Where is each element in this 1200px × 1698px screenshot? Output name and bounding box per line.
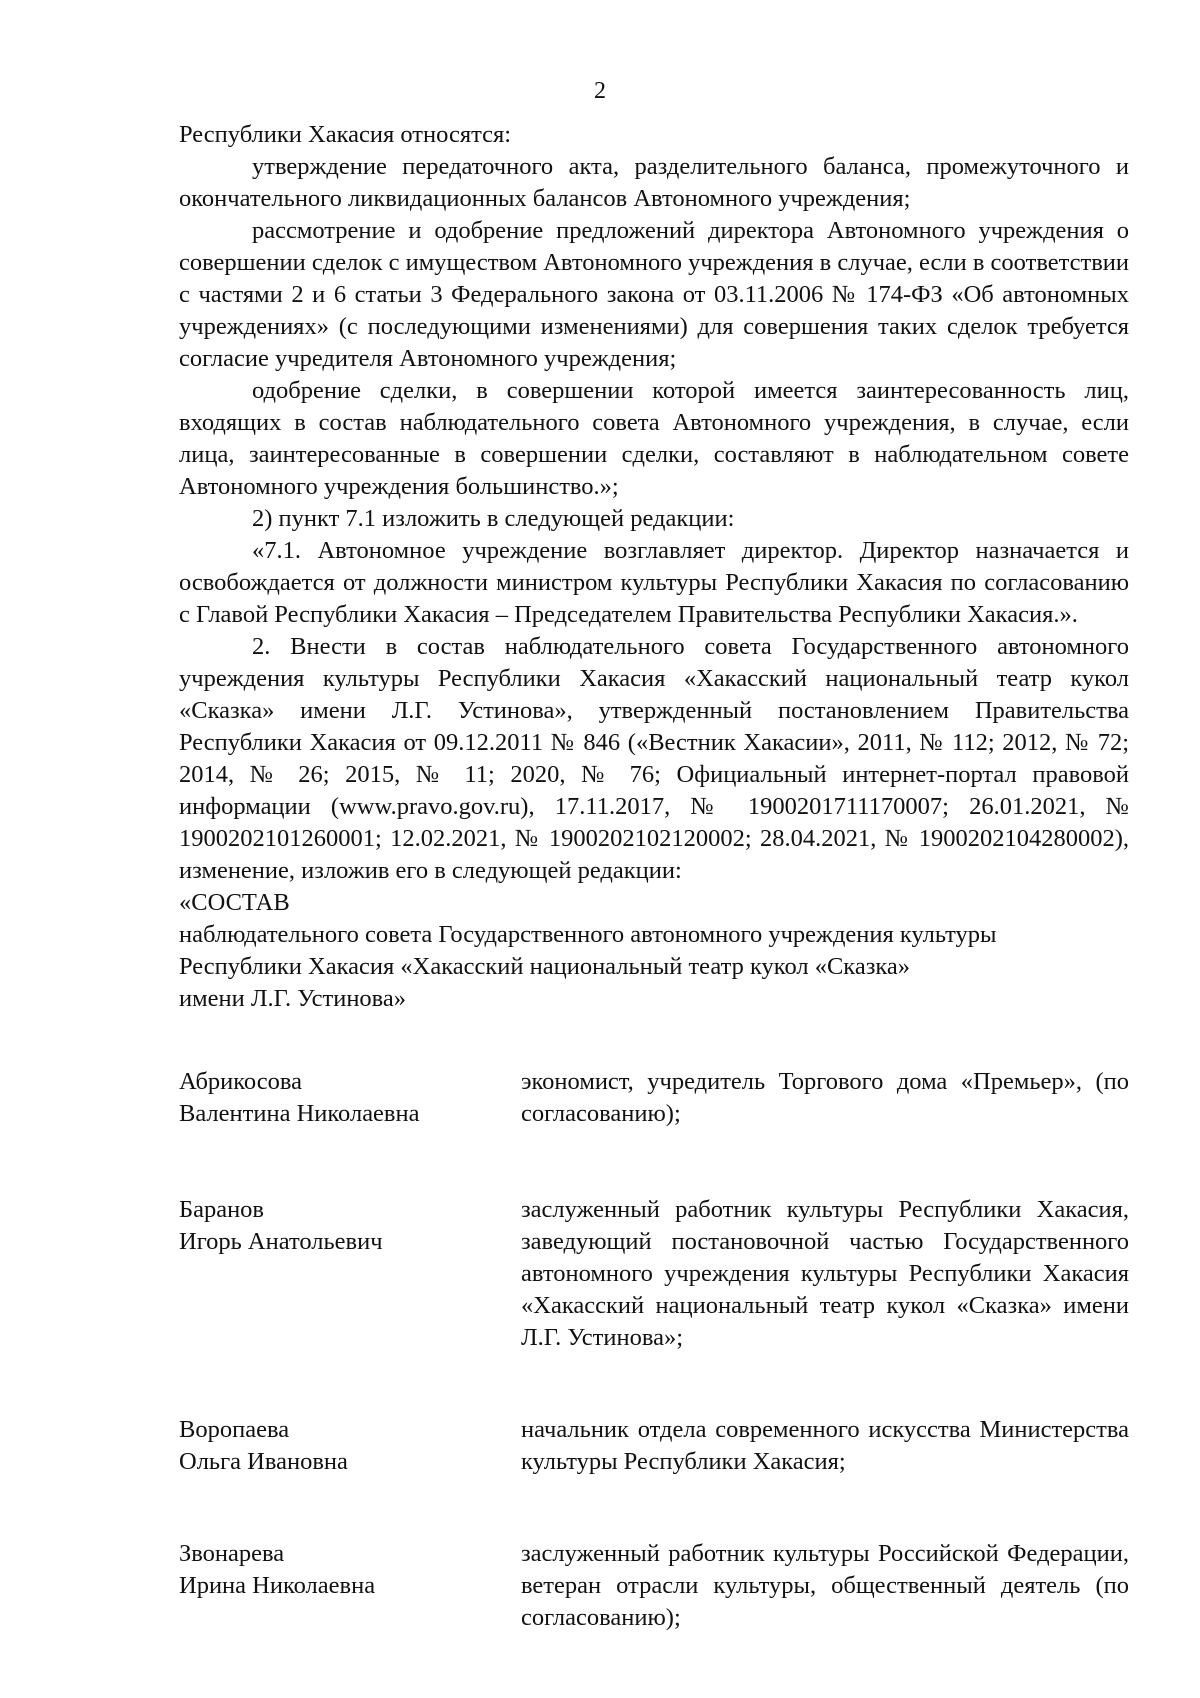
paragraph-continuation: Республики Хакасия относятся: bbox=[179, 121, 512, 148]
member-name bbox=[179, 1066, 521, 1130]
list-item bbox=[179, 1194, 1129, 1354]
member-given-name: Ольга Ивановна bbox=[179, 1448, 348, 1475]
paragraph: утверждение передаточного акта, разделительного баланса, промежуточного и окончательного ликвидационных балансов Автономного учреждения; bbox=[179, 153, 1129, 212]
page-number: 2 bbox=[594, 78, 606, 104]
member-name bbox=[179, 1414, 521, 1478]
member-description: экономист, учредитель Торгового дома «Премьер», (по согласованию); bbox=[521, 1068, 1129, 1127]
list-item bbox=[179, 1066, 1129, 1130]
member-description: начальник отдела современного искусства Министерства культуры Республики Хакасия; bbox=[521, 1416, 1129, 1475]
list-item bbox=[179, 1538, 1129, 1634]
body-text bbox=[179, 119, 1129, 1015]
list-item bbox=[179, 1414, 1129, 1478]
paragraph: 2) пункт 7.1 изложить в следующей редакции: bbox=[252, 505, 735, 532]
member-description: заслуженный работник культуры Республики Хакасия, заведующий постановочной частью Государственного автономного учреждения культуры Республики Хакасия «Хакасский национальный театр кукол «Сказка» имени Л.Г. Устинова»; bbox=[521, 1196, 1129, 1351]
member-given-name: Игорь Анатольевич bbox=[179, 1228, 383, 1255]
paragraph: одобрение сделки, в совершении которой имеется заинтересованность лиц, входящих в состав наблюдательного совета Автономного учреждения, в случае, если лица, заинтересованные в совершении сделки, составляют в наблюдательном совете Автономного учреждения большинство.»; bbox=[179, 377, 1129, 500]
composition-heading bbox=[179, 887, 1129, 1015]
member-description: заслуженный работник культуры Российской Федерации, ветеран отрасли культуры, общественный деятель (по согласованию); bbox=[521, 1540, 1129, 1631]
member-name bbox=[179, 1194, 521, 1354]
paragraph: 2. Внести в состав наблюдательного совета Государственного автономного учреждения культуры Республики Хакасия «Хакасский национальный театр кукол «Сказка» имени Л.Г. Устинова», утвержденный постановлением Правительства Республики Хакасия от 09.12.2011 № 846 («Вестник Хакасии», 2011, № 112; 2012, № 72; 2014, № 26; 2015, № 11; 2020, № 76; Официальный интернет-портал правовой информации (www.pravo.gov.ru), 17.11.2017, № 1900201711170007; 26.01.2021, № 1900202101260001; 12.02.2021, № 1900202102120002; 28.04.2021, № 1900202104280002), изменение, изложив его в следующей редакции: bbox=[179, 633, 1129, 884]
member-surname: Баранов bbox=[179, 1196, 264, 1223]
member-given-name: Валентина Николаевна bbox=[179, 1100, 420, 1127]
members-list bbox=[179, 1066, 1129, 1634]
heading-title: «СОСТАВ bbox=[179, 889, 290, 916]
paragraph: рассмотрение и одобрение предложений директора Автономного учреждения о совершении сделок с имуществом Автономного учреждения в случае, если в соответствии с частями 2 и 6 статьи 3 Федерального закона от 03.11.2006 № 174-ФЗ «Об автономных учреждениях» (с последующими изменениями) для совершения таких сделок требуется согласие учредителя Автономного учреждения; bbox=[179, 217, 1129, 372]
member-surname: Абрикосова bbox=[179, 1068, 303, 1095]
member-surname: Воропаева bbox=[179, 1416, 290, 1443]
member-name bbox=[179, 1538, 521, 1634]
heading-line: наблюдательного совета Государственного автономного учреждения культуры bbox=[179, 921, 997, 948]
paragraph: «7.1. Автономное учреждение возглавляет директор. Директор назначается и освобождается от должности министром культуры Республики Хакасия по согласованию с Главой Республики Хакасия – Председателем Правительства Республики Хакасия.». bbox=[179, 537, 1129, 628]
heading-line: имени Л.Г. Устинова» bbox=[179, 985, 407, 1012]
member-given-name: Ирина Николаевна bbox=[179, 1572, 376, 1599]
heading-line: Республики Хакасия «Хакасский национальный театр кукол «Сказка» bbox=[179, 953, 911, 980]
member-surname: Звонарева bbox=[179, 1540, 285, 1567]
